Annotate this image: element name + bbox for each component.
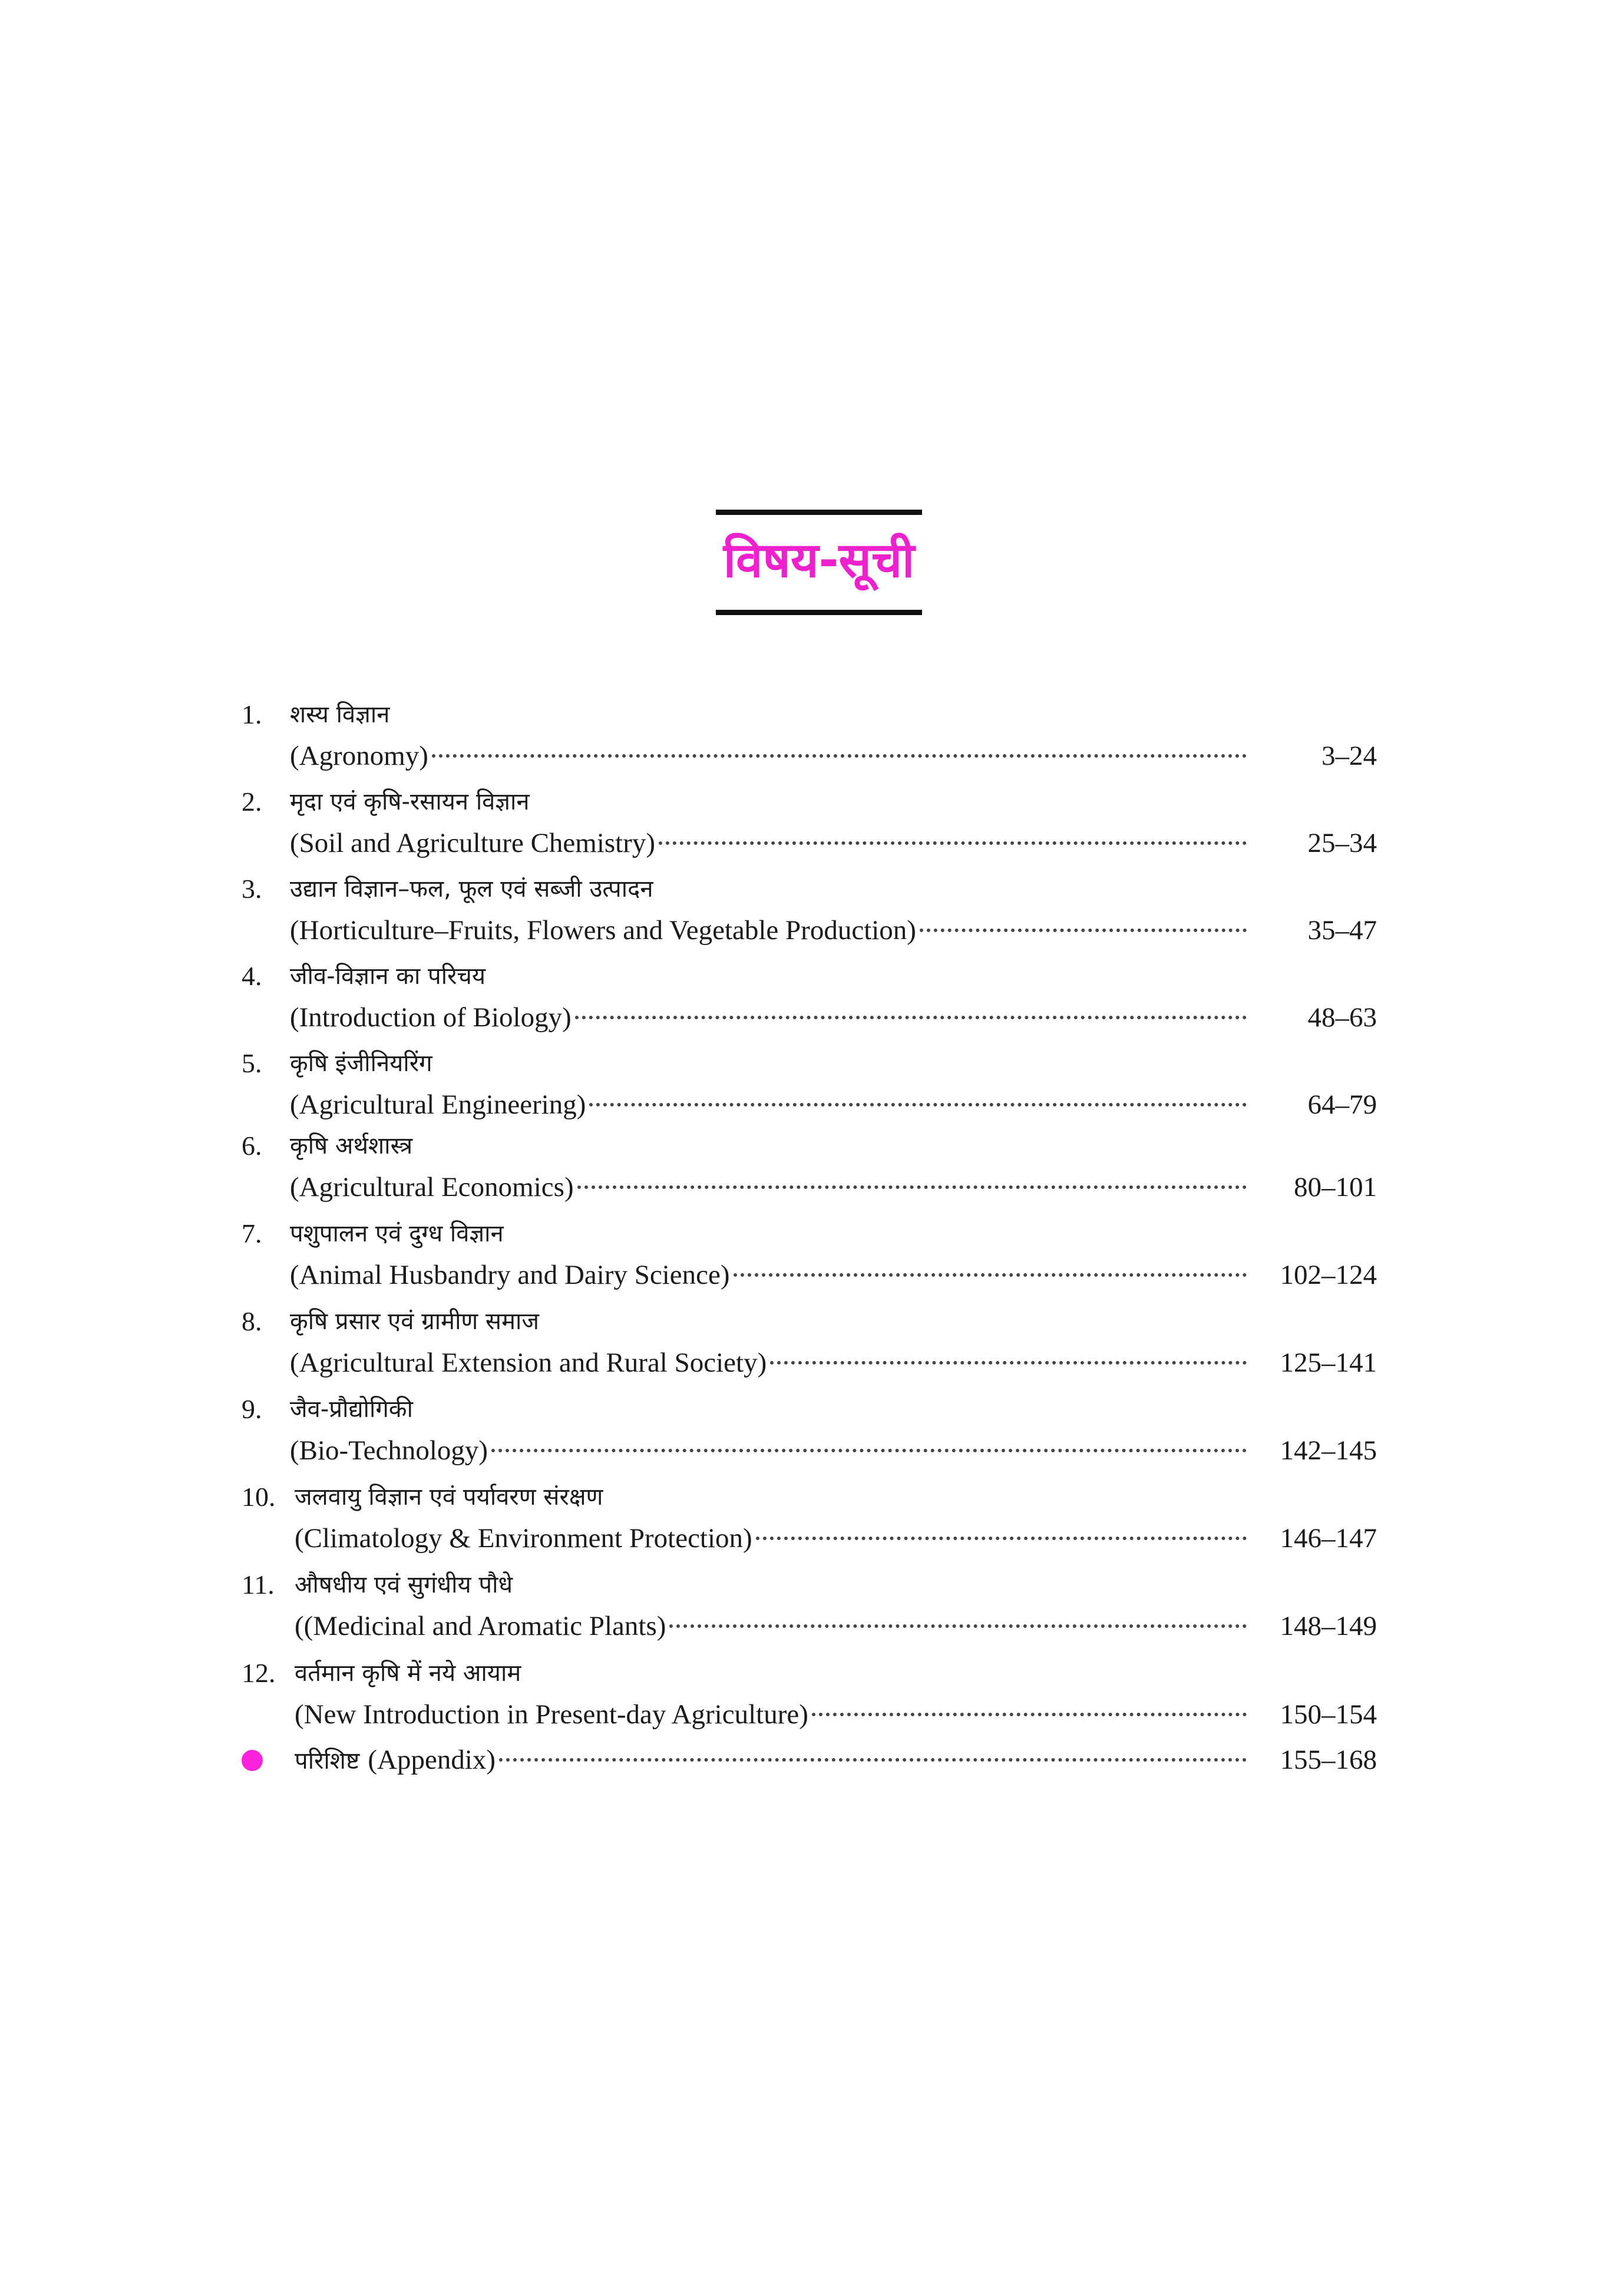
- appendix-english-title: (Appendix): [368, 1745, 496, 1775]
- entry-english-title: (Animal Husbandry and Dairy Science): [290, 1260, 730, 1290]
- entry-number: 10.: [242, 1482, 276, 1512]
- entry-number: 12.: [242, 1658, 276, 1688]
- toc-entry-1[interactable]: [0, 697, 1622, 785]
- entry-hindi-title: पशुपालन एवं दुग्ध विज्ञान: [290, 1220, 504, 1247]
- toc-entry-5[interactable]: [0, 1046, 1622, 1134]
- entry-english-row: [290, 1254, 1250, 1296]
- dot-leader: [499, 1758, 1247, 1762]
- entry-pages: 150–154: [1280, 1699, 1377, 1730]
- entry-pages: 48–63: [1307, 1002, 1377, 1033]
- dot-leader: [577, 1185, 1247, 1189]
- toc-entry-12[interactable]: [0, 1656, 1622, 1744]
- entry-hindi-title: शस्य विज्ञान: [290, 701, 390, 728]
- entry-english-row: [290, 735, 1250, 777]
- toc-entry-2[interactable]: [0, 784, 1622, 873]
- entry-english-row: [290, 1084, 1250, 1125]
- entry-hindi-title: औषधीय एवं सुगंधीय पौधे: [295, 1571, 513, 1598]
- entry-hindi-title: उद्यान विज्ञान–फल, फूल एवं सब्जी उत्पादन: [290, 876, 653, 903]
- entry-number: 5.: [242, 1048, 262, 1078]
- entry-number: 4.: [242, 961, 262, 991]
- dot-leader: [669, 1624, 1247, 1628]
- entry-english-title: (Bio-Technology): [290, 1435, 488, 1466]
- toc-entry-8[interactable]: [0, 1304, 1622, 1392]
- entry-hindi-title: जैव-प्रौद्योगिकी: [290, 1396, 413, 1423]
- dot-leader: [491, 1449, 1247, 1452]
- entry-hindi-title: मृदा एवं कृषि-रसायन विज्ञान: [290, 788, 530, 815]
- entry-english-row: [290, 1430, 1250, 1471]
- entry-hindi-title: जीव-विज्ञान का परिचय: [290, 963, 486, 990]
- appendix-row: [295, 1738, 1250, 1782]
- entry-pages: 125–141: [1280, 1347, 1377, 1378]
- entry-english-title: (Agricultural Extension and Rural Society): [290, 1347, 767, 1378]
- entry-hindi-title: कृषि प्रसार एवं ग्रामीण समाज: [290, 1308, 540, 1335]
- entry-english-title: (Agricultural Economics): [290, 1172, 574, 1202]
- appendix-pages: 155–168: [1280, 1745, 1377, 1775]
- dot-leader: [659, 841, 1247, 845]
- entry-english-row: [295, 1694, 1250, 1735]
- toc-entry-appendix[interactable]: [0, 1738, 1622, 1785]
- toc-entry-3[interactable]: [0, 871, 1622, 960]
- entry-hindi-title: जलवायु विज्ञान एवं पर्यावरण संरक्षण: [295, 1484, 603, 1511]
- dot-leader: [575, 1016, 1247, 1019]
- entry-english-row: [290, 1167, 1250, 1208]
- entry-hindi-title: कृषि इंजीनियरिंग: [290, 1050, 432, 1077]
- entry-english-title: (Agricultural Engineering): [290, 1089, 586, 1120]
- entry-english-title: (Soil and Agriculture Chemistry): [290, 828, 656, 858]
- entry-hindi-title: कृषि अर्थशास्त्र: [290, 1132, 413, 1159]
- entry-english-row: [290, 822, 1250, 864]
- entry-number: 11.: [242, 1570, 275, 1600]
- entry-english-row: [290, 910, 1250, 951]
- entry-pages: 25–34: [1307, 828, 1377, 858]
- dot-leader: [920, 929, 1247, 932]
- entry-pages: 148–149: [1280, 1611, 1377, 1641]
- entry-number: 2.: [242, 787, 262, 817]
- entry-number: 3.: [242, 874, 262, 904]
- entry-number: 6.: [242, 1131, 262, 1161]
- entry-english-title: (Horticulture–Fruits, Flowers and Vegetable Production): [290, 915, 916, 946]
- page-title: विषय-सूची: [723, 533, 915, 589]
- toc-entry-9[interactable]: [0, 1392, 1622, 1480]
- dot-leader: [589, 1103, 1247, 1106]
- dot-leader: [770, 1361, 1247, 1365]
- dot-leader: [432, 754, 1247, 758]
- entry-pages: 64–79: [1307, 1089, 1377, 1120]
- entry-pages: 146–147: [1280, 1523, 1377, 1554]
- entry-pages: 102–124: [1280, 1260, 1377, 1290]
- entry-number: 8.: [242, 1306, 262, 1336]
- entry-english-title: (Climatology & Environment Protection): [295, 1523, 752, 1554]
- toc-entry-7[interactable]: [0, 1216, 1622, 1304]
- dot-leader: [812, 1713, 1247, 1716]
- entry-english-title: ((Medicinal and Aromatic Plants): [295, 1611, 666, 1641]
- bullet-dot-icon: [242, 1750, 263, 1771]
- entry-hindi-title: वर्तमान कृषि में नये आयाम: [295, 1660, 521, 1687]
- toc-entry-10[interactable]: [0, 1479, 1622, 1568]
- entry-pages: 35–47: [1307, 915, 1377, 946]
- toc-entry-6[interactable]: [0, 1128, 1622, 1217]
- dot-leader: [734, 1273, 1247, 1277]
- entry-number: 1.: [242, 699, 262, 729]
- entry-pages: 142–145: [1280, 1435, 1377, 1466]
- toc-entry-11[interactable]: [0, 1567, 1622, 1656]
- entry-english-row: [290, 1342, 1250, 1383]
- dot-leader: [756, 1537, 1247, 1540]
- appendix-hindi-title: परिशिष्ट: [295, 1747, 360, 1775]
- entry-number: 9.: [242, 1394, 262, 1424]
- entry-english-row: [290, 997, 1250, 1038]
- entry-english-row: [295, 1605, 1250, 1647]
- entry-english-title: (New Introduction in Present-day Agriculture): [295, 1699, 808, 1730]
- toc-entry-4[interactable]: [0, 959, 1622, 1047]
- entry-english-title: (Agronomy): [290, 741, 428, 771]
- entry-english-row: [295, 1518, 1250, 1559]
- entry-number: 7.: [242, 1218, 262, 1248]
- entry-pages: 80–101: [1294, 1172, 1377, 1202]
- entry-pages: 3–24: [1322, 741, 1377, 771]
- entry-english-title: (Introduction of Biology): [290, 1002, 572, 1033]
